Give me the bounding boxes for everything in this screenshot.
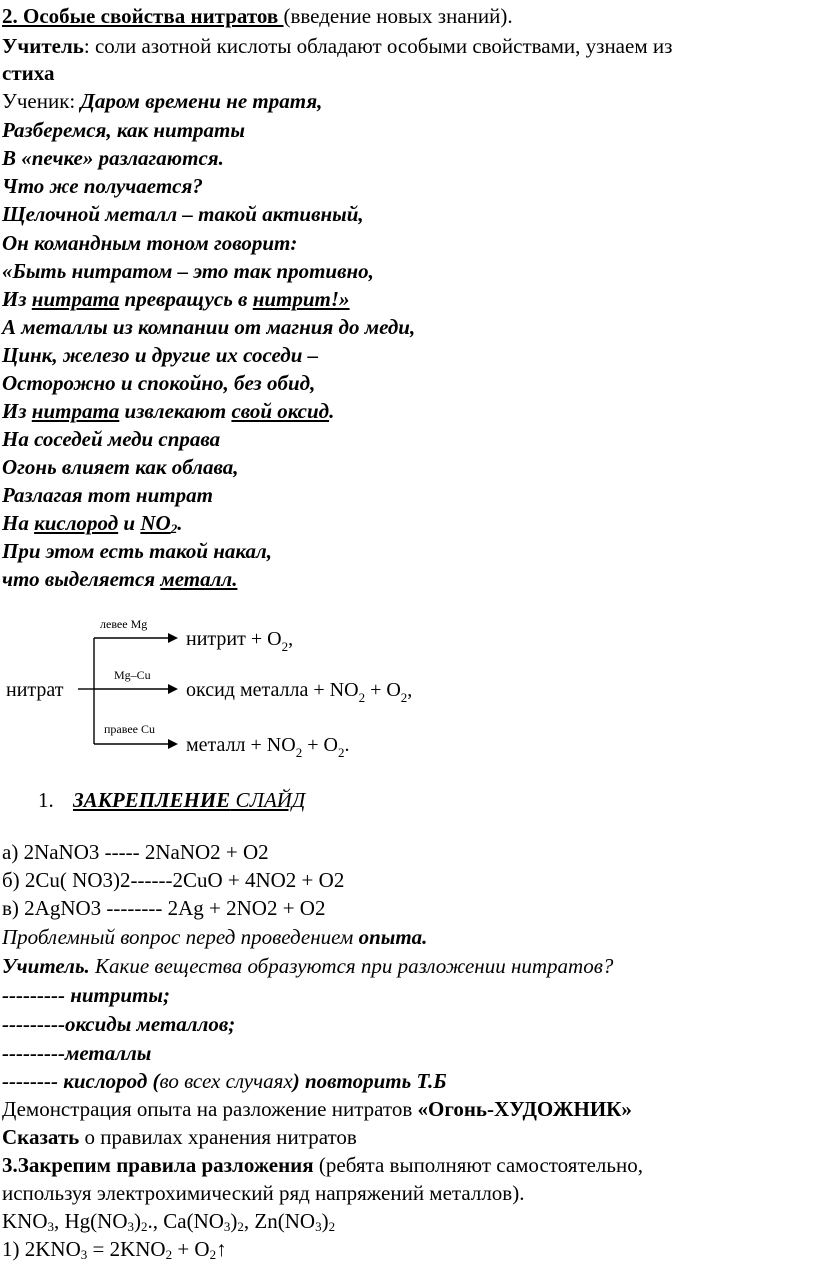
- consolidation-title-bold: ЗАКРЕПЛЕНИЕ: [73, 788, 231, 812]
- poem-line-10: Цинк, железо и другие их соседи –: [2, 343, 319, 367]
- subscript: 2: [328, 1219, 336, 1234]
- formula-text: KNO: [2, 1209, 48, 1233]
- problem-question: [2, 923, 427, 951]
- branch-2-arrowhead: [168, 684, 178, 694]
- teacher-label: Учитель.: [2, 954, 90, 978]
- formula-text: , Zn(NO: [243, 1209, 316, 1233]
- section-3-title-rest: (ребята выполняют самостоятельно,: [313, 1153, 643, 1177]
- student-line: [2, 87, 322, 115]
- subscript: 2: [141, 1219, 148, 1234]
- subscript: 3: [80, 1247, 88, 1262]
- formula-text: ): [230, 1209, 238, 1233]
- demonstration-text: Демонстрация опыта на разложение нитратов: [2, 1097, 418, 1121]
- list-number: 1.: [38, 788, 54, 812]
- salts-list: [2, 1207, 335, 1235]
- poem-underlined: [140, 511, 177, 535]
- poem-line-7: «Быть нитратом – это так противно,: [2, 259, 374, 283]
- poem-text: .: [329, 399, 335, 423]
- poem-underlined: нитрит!»: [252, 287, 350, 311]
- say-label: Сказать: [2, 1125, 80, 1149]
- demonstration-title: «Огонь-ХУДОЖНИК»: [417, 1097, 632, 1121]
- poem-line-9: А металлы из компании от магния до меди,: [2, 315, 416, 339]
- section-3-line-2: используя электрохимический ряд напряжений металлов).: [2, 1181, 525, 1205]
- teacher-text-end: стиха: [2, 61, 55, 85]
- subscript: 3: [47, 1219, 54, 1234]
- teacher-question: [2, 952, 613, 980]
- answer-4-text: -------- кислород (: [2, 1069, 160, 1093]
- poem-line-1: Даром времени не тратя,: [80, 89, 323, 113]
- poem-text: Из: [2, 399, 32, 423]
- branch-3-label: правее Cu: [104, 722, 155, 736]
- formula-text: NO: [140, 511, 171, 535]
- poem-line-12: [2, 397, 334, 425]
- poem-line-8: [2, 285, 350, 313]
- poem-text: .: [177, 511, 183, 535]
- formula-text: ): [134, 1209, 141, 1233]
- teacher-text: : соли азотной кислоты обладают особыми свойствами, узнаем из: [83, 34, 673, 58]
- problem-emphasis: опыта.: [358, 925, 428, 949]
- subscript: 3: [127, 1219, 134, 1234]
- equation-a: а) 2NaNO3 ----- 2NaNO2 + O2: [2, 840, 269, 864]
- formula-text: ): [321, 1209, 329, 1233]
- formula-text: ., Ca(NO: [147, 1209, 224, 1233]
- teacher-line-end: [2, 59, 54, 87]
- teacher-label: Учитель: [2, 34, 84, 58]
- formula-text: + O: [172, 1237, 210, 1261]
- branch-3-arrowhead: [168, 739, 178, 749]
- branch-1-label: левее Mg: [100, 617, 148, 631]
- demonstration-line: [2, 1095, 632, 1123]
- poem-line-11: Осторожно и спокойно, без обид,: [2, 371, 316, 395]
- teacher-question-text: Какие вещества образуются при разложении нитратов?: [89, 954, 614, 978]
- poem-text: и: [118, 511, 141, 535]
- section-title-note: (введение новых знаний).: [283, 4, 513, 28]
- poem-underlined: кислород: [34, 511, 119, 535]
- nitrate-decomposition-diagram: [0, 608, 480, 758]
- subscript: 3: [315, 1219, 322, 1234]
- equation-c: в) 2AgNO3 -------- 2Ag + 2NO2 + O2: [2, 896, 326, 920]
- poem-line-18: [2, 565, 237, 593]
- answer-4-text: ) повторить Т.Б: [292, 1069, 447, 1093]
- subscript: 3: [223, 1219, 231, 1234]
- equation-b: б) 2Cu( NO3)2------2CuO + 4NO2 + O2: [2, 868, 345, 892]
- poem-line-3: В «печке» разлагаются.: [2, 146, 224, 170]
- consolidation-title: [73, 788, 305, 812]
- diagram-source: нитрат: [6, 679, 64, 701]
- branch-2-label: Mg–Cu: [114, 668, 151, 682]
- answer-2: ---------оксиды металлов;: [2, 1012, 236, 1036]
- poem-text: превращусь в: [119, 287, 253, 311]
- subscript: 2: [209, 1247, 217, 1262]
- student-label: Ученик:: [2, 89, 81, 113]
- branch-1-product: нитрит + $O_2$,: [186, 628, 294, 654]
- formula-text: , Hg(NO: [54, 1209, 128, 1233]
- poem-underlined: металл.: [160, 567, 238, 591]
- poem-line-17: При этом есть такой накал,: [2, 539, 273, 563]
- subscript: 2: [165, 1247, 173, 1262]
- say-text: о правилах хранения нитратов: [79, 1125, 357, 1149]
- branch-1-arrowhead: [168, 633, 178, 643]
- equation-1: [2, 1235, 227, 1263]
- answer-4-note: во всех случаях: [159, 1069, 293, 1093]
- subscript: 2: [237, 1219, 244, 1234]
- poem-line-6: Он командным тоном говорит:: [2, 231, 298, 255]
- formula-text: 1) 2KNO: [2, 1237, 81, 1261]
- poem-line-2: Разберемся, как нитраты: [2, 118, 245, 142]
- poem-line-4: Что же получается?: [2, 174, 203, 198]
- storage-rules-line: [2, 1123, 357, 1151]
- branch-3-product: металл + $NO_2 + O_2$.: [186, 734, 350, 758]
- branch-2-product: оксид металла + $NO_2 + O_2$,: [186, 679, 413, 705]
- gas-arrow-icon: ↑: [216, 1237, 227, 1261]
- poem-underlined: нитрата: [31, 399, 120, 423]
- poem-line-15: Разлагая тот нитрат: [2, 483, 213, 507]
- formula-text: = 2KNO: [87, 1237, 166, 1261]
- answer-3: ---------металлы: [2, 1041, 152, 1065]
- section-title: 2. Особые свойства нитратов: [2, 4, 284, 28]
- poem-text: что выделяется: [2, 567, 161, 591]
- answer-1: --------- нитриты;: [2, 983, 170, 1007]
- problem-text: Проблемный вопрос перед проведением: [2, 925, 359, 949]
- consolidation-title-rest: СЛАЙД: [230, 788, 306, 812]
- poem-line-14: Огонь влияет как облава,: [2, 455, 239, 479]
- teacher-line: [2, 32, 672, 60]
- poem-underlined: свой оксид: [231, 399, 330, 423]
- poem-underlined: нитрата: [31, 287, 120, 311]
- section-3-heading: [2, 1151, 643, 1179]
- poem-line-16: [2, 509, 182, 537]
- consolidation-heading: [38, 786, 305, 814]
- subscript: 2: [170, 521, 178, 536]
- section-2-heading: [2, 2, 513, 30]
- poem-text: Из: [2, 287, 32, 311]
- answer-4: [2, 1067, 447, 1095]
- poem-line-13: На соседей меди справа: [2, 427, 221, 451]
- poem-text: извлекают: [119, 399, 232, 423]
- section-3-title: 3.Закрепим правила разложения: [2, 1153, 314, 1177]
- poem-text: На: [2, 511, 35, 535]
- poem-line-5: Щелочной металл – такой активный,: [2, 202, 364, 226]
